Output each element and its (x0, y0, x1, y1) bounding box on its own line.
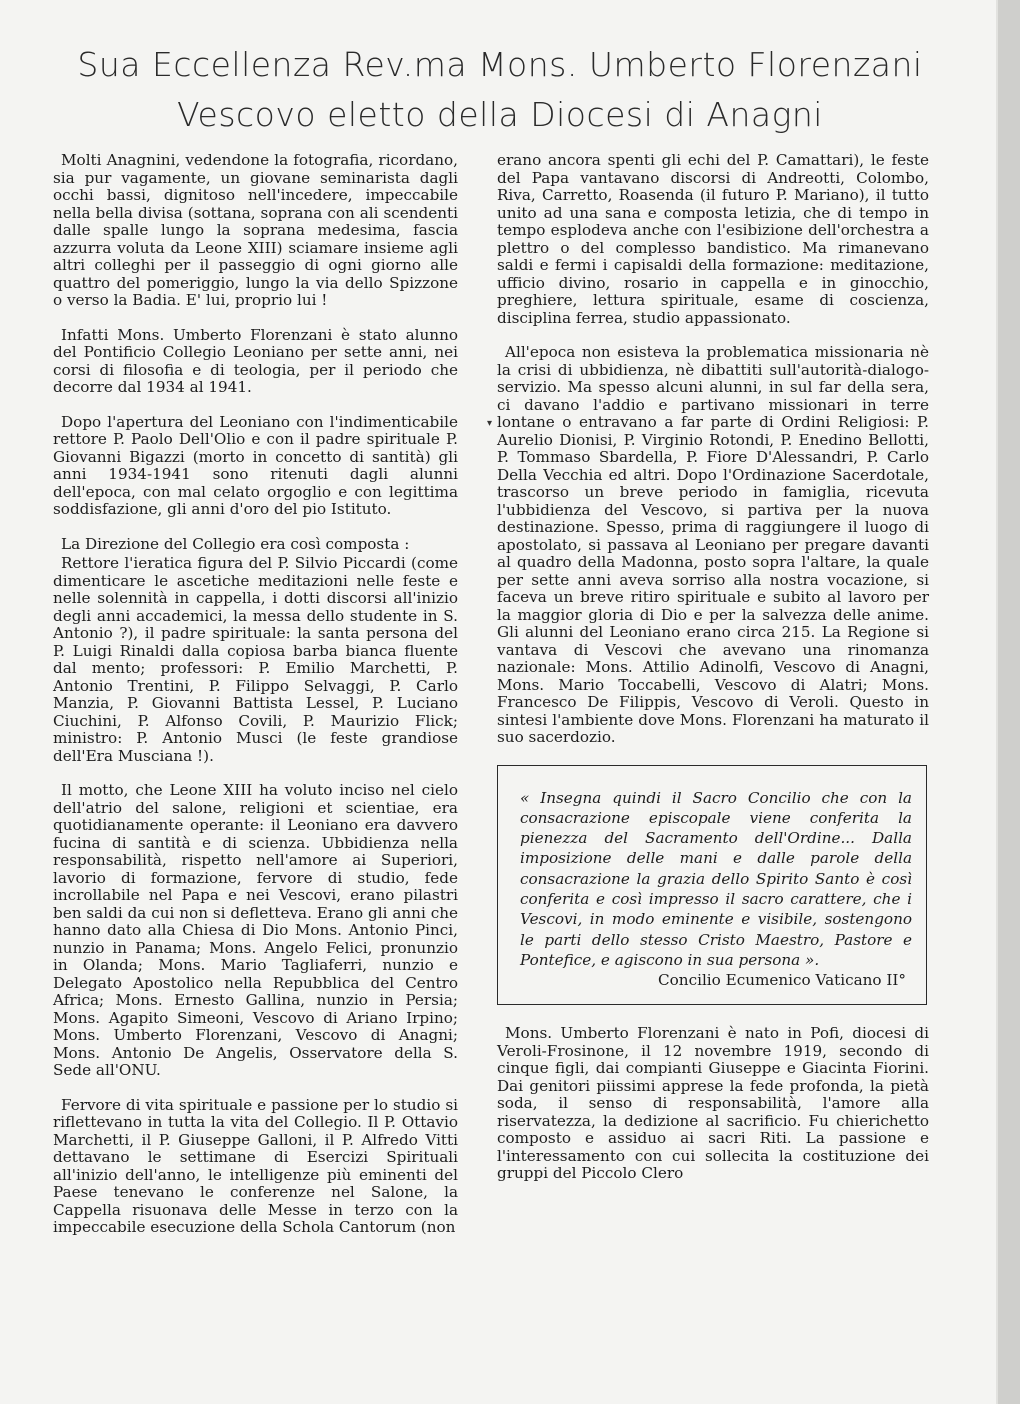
title-line-1: Sua Eccellenza Rev.ma Mons. Umberto Florenzani (77, 45, 923, 84)
margin-mark: ▾ (487, 418, 493, 429)
paragraph: Fervore di vita spirituale e passione per lo studio si riflettevano in tutta la vita del Collegio. Il P. Ottavio Marchetti, il P. Giuseppe Galloni, il P. Alfredo Vitti dettavano le settimane di Esercizi Spirituali all'inizio dell'anno, le intelligenze più eminenti del Paese tenevano le conferenze nel Salone, la Cappella risuonava delle Messe in terzo con la impeccabile esecuzione della Schola Cantorum (non (53, 1095, 458, 1236)
left-column (53, 152, 458, 1237)
paragraph: Il motto, che Leone XIII ha voluto inciso nel cielo dell'atrio del salone, religioni et scientiae, era quotidianamente operante: il Leoniano era davvero fucina di santità e di scienza. Ubbidienza nella responsabilità, rispetto nell'amore ai Superiori, lavorio di formazione, fervore di studio, fede incrollabile nel Papa e nei Vescovi, erano pilastri ben saldi da cui non si deflettevа. Erano gli anni che hanno dato alla Chiesa di Dio Mons. Antonio Pinci, nunzio in Panama; Mons. Angelo Felici, pronunzio in Olanda; Mons. Mario Tagliaferri, nunzio e Delegato Apostolico nella Repubblica del Centro Africa; Mons. Ernesto Gallina, nunzio in Persia; Mons. Agapito Simeoni, Vescovo di Ariano Irpino; Mons. Umberto Florenzani, Vescovo di Anagni; Mons. Antonio De Angelis, Osservatore della S. Sede all'ONU. (53, 781, 458, 1079)
right-column (497, 152, 929, 1183)
paragraph: All'epoca non esisteva la problematica missionaria nè la crisi di ubbidienza, nè dibattiti sull'autorità-dialogo-servizio. Ma spesso alcuni alunni, in sul far della sera, ci davano l'addio e partivano missionari in terre lontane o entravano a far parte di Ordini Religiosi: P. Aurelio Dionisi, P. Virginio Rotondi, P. Enedino Bellotti, P. Tommaso Sbardella, P. Fiore D'Alessandri, P. Carlo Della Vecchia ed altri. Dopo l'Ordinazione Sacerdotale, trascorso un breve periodo in famiglia, ricevuta l'ubbidienza del Vescovo, si partiva per la nuova destinazione. Spesso, prima di raggiungere il luogo di apostolato, si passava al Leoniano per pregare davanti al quadro della Madonna, posto sopra l'altare, la quale per sette anni aveva sorriso alla nostra vocazione, si faceva un breve ritiro spirituale e subito al lavoro per la maggior gloria di Dio e per la salvezza delle anime. Gli alunni del Leoniano erano circa 215. La Regione si vantava di Vescovi che avevano una rinomanza nazionale: Mons. Attilio Adinolfi, Vescovo di Anagni, Mons. Mario Toccabelli, Vescovo di Alatri; Mons. Francesco De Filippis, Vescovo di Veroli. Questo in sintesi l'ambiente dove Mons. Florenzani ha maturato il suo sacerdozio. (497, 343, 929, 746)
title-line-2: Vescovo eletto della Diocesi di Anagni (177, 95, 823, 134)
paragraph: Mons. Umberto Florenzani è nato in Pofi, diocesi di Veroli-Frosinone, il 12 novembre 1919, secondo di cinque figli, dai compianti Giuseppe e Giacinta Fiorini. Dai genitori piissimi apprese la fede profonda, la pietà soda, il senso di responsabilità, l'amore alla riservatezza, la dedizione al sacrificio. Fu chierichetto composto e assiduo ai sacri Riti. La passione e l'interessamento con cui sollecita la costituzione dei gruppi del Piccolo Clero (497, 1024, 929, 1183)
quote-box (497, 765, 927, 1006)
paragraph: erano ancora spenti gli echi del P. Camattari), le feste del Papa vantavano discorsi di Andreotti, Colombo, Riva, Carretto, Roasenda (il futuro P. Mariano), il tutto unito ad una sana e composta letizia, che di tempo in tempo esplodeva anche con l'esibizione dell'orchestra a plettro o del complesso bandistico. Ma rimanevano saldi e fermi i capisaldi della formazione: meditazione, ufficio divino, rosario in cappella e in ginocchio, preghiere, lettura spirituale, esame di coscienza, disciplina ferrea, studio appassionato. (497, 151, 929, 327)
page-edge-shadow (998, 0, 1020, 1404)
paragraph: Rettore l'ieratica figura del P. Silvio Piccardi (come dimenticare le ascetiche meditazioni nelle feste e nelle solennità in cappella, i dotti discorsi all'inizio degli anni accademici, la messa dello studente in S. Antonio ?), il padre spirituale: la santa persona del P. Luigi Rinaldi dalla copiosa barba bianca fluente dal mento; professori: P. Emilio Marchetti, P. Antonio Trentini, P. Filippo Selvaggi, P. Carlo Manzia, P. Giovanni Battista Lessel, P. Luciano Ciuchini, P. Alfonso Covili, P. Maurizio Flick; ministro: P. Antonio Musci (le feste grandiose dell'Era Musciana !). (53, 554, 458, 765)
quote-source: Concilio Ecumenico Vaticano II° (658, 971, 906, 990)
paragraph: Molti Anagnini, vedendone la fotografia, ricordano, sia pur vagamente, un giovane seminarista dagli occhi bassi, dignitoso nell'incedere, impeccabile nella bella divisa (sottana, soprana con ali scendenti dalle spalle lungo la soprana medesima, fascia azzurra voluta da Leone XIII) sciamare insieme agli altri colleghi per il passeggio di ogni giorno alle quattro del pomeriggio, lungo la via dello Spizzone o verso la Badia. E' lui, proprio lui ! (53, 151, 458, 309)
quote-text: « Insegna quindi il Sacro Concilio che con la consacrazione episcopale viene conferita la pienezza del Sacramento dell'Ordine... Dalla imposizione delle mani e dalle parole della consacrazione la grazia dello Spirito Santo è così conferita e così impresso il sacro carattere, che i Vescovi, in modo eminente e visibile, sostengono le parti dello stesso Cristo Maestro, Pastore e Pontefice, e agiscono in sua persona ». (520, 788, 912, 969)
paragraph: La Direzione del Collegio era così composta : (61, 534, 410, 553)
paragraph: Dopo l'apertura del Leoniano con l'indimenticabile rettore P. Paolo Dell'Olio e con il padre spirituale P. Giovanni Bigazzi (morto in concetto di santità) gli anni 1934-1941 sono ritenuti dagli alunni dell'epoca, con mal celato orgoglio e con legittima soddisfazione, gli anni d'oro del pio Istituto. (53, 412, 458, 518)
article-title (0, 40, 1000, 140)
paragraph: Infatti Mons. Umberto Florenzani è stato alunno del Pontificio Collegio Leoniano per sette anni, nei corsi di filosofia e di teologia, per il periodo che decorre dal 1934 al 1941. (53, 325, 458, 396)
